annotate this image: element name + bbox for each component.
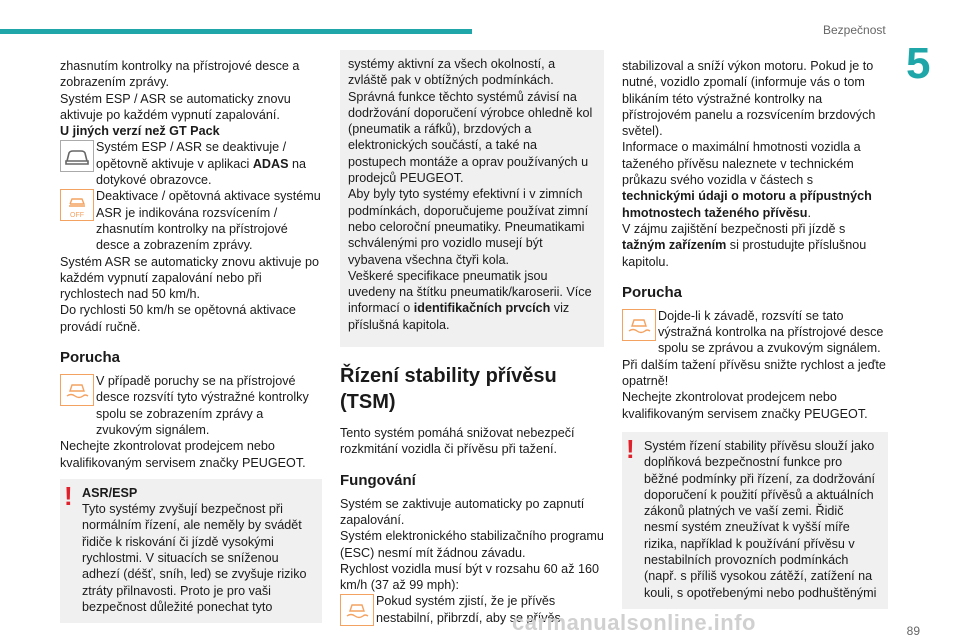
subheading: U jiných verzí než GT Pack	[60, 124, 220, 139]
car-icon	[60, 140, 94, 172]
paragraph: Systém ASR se automaticky znovu aktivuje po každém vypnutí zapalování nebo při rychlostech nad 50 km/h.	[60, 254, 319, 302]
warning-box-continued: systémy aktivní za všech okolností, a zvláště pak v obtížných podmínkách. Správná funkce těchto systémů závisí na dodržování doporučení výrobce ohledně kol (pneumatik a ráfků), brzdových a elektronických součástí, a také na postupech montáže a oprav používaných u prodejců PEUGEOT. Aby byly tyto systémy efektivní i v zimních podmínkách, doporučujeme používat zimní nebo celoroční pneumatiky. Pneumatikami schválenými pro vozidlo musejí být vybavena všechna čtyři kola. Veškeré specifikace pneumatik jsou uvedeny na štítku pneumatik/karoserii. Více informací o identifikačních prvcích viz příslušná kapitola.	[340, 50, 604, 347]
column-3: stabilizoval a sníží výkon motoru. Pokud je to nutné, vozidlo zpomalí (informuje vás o tom blikáním této výstražné kontrolky na přístrojovém panelu a rozsvícením brzdových světel). Informace o maximální hmotnosti vozidla a taženého přívěsu naleznete v technickém průkazu svého vozidla v částech s technickými údaji o motoru a přípustných hmotnostech taženého přívěsu. V zájmu zajištění bezpečnosti při jízdě s tažným zařízením si prostudujte příslušnou kapitolu. Porucha Dojde-li k závadě, rozsvítí se tato výstražná kontrolka na přístrojové desce spolu se zprávou a zvukovým signálem. Při dalším tažení přívěsu snižte rychlost a jeďte opatrně! Nechejte zkontrolovat prodejcem nebo kvalifikovaným servisem značky PEUGEOT. ! Systém řízení stability přívěsu slouží jako doplňková bezpečnostní funkce pro běžné podmínky při řízení, za dodržování doporučení k použití přívěsů a aktuálních zákonů platných ve vaší zemi. Řidič nesmí systém zneužívat k vyšší míře rizika, například k používání přívěsu v nestabilních provozních podmínkách (např. s příliš vysokou zátěží, zatížení na kouli, s opotřebenými nebo podhuštěnými	[622, 58, 888, 609]
section-title: Bezpečnost	[823, 23, 886, 37]
paragraph: zhasnutím kontrolky na přístrojové desce a zobrazením zprávy.	[60, 59, 300, 90]
icon-paragraph: Systém ESP / ASR se deaktivuje / opětovně aktivuje v aplikaci ADAS na dotykové obrazovce.	[60, 139, 322, 188]
chapter-heading: Řízení stability přívěsu (TSM)	[340, 365, 557, 414]
svg-text:OFF: OFF	[70, 212, 84, 220]
header-bar	[0, 29, 472, 34]
warning-box: ! Systém řízení stability přívěsu slouží jako doplňková bezpečnostní funkce pro běžné podmínky při řízení, za dodržování doporučení k použití přívěsů a aktuálních zákonů platných ve vaší zemi. Řidič nesmí systém zneužívat k vyšší míře rizika, například k používání přívěsu v nestabilních provozních podmínkách (např. s příliš vysokou zátěží, zatížení na kouli, s opotřebenými nebo podhuštěnými	[622, 432, 888, 609]
paragraph: Nechejte zkontrolovat prodejcem nebo kvalifikovaným servisem značky PEUGEOT.	[622, 390, 868, 421]
traction-off-icon	[60, 189, 94, 221]
icon-paragraph: OFF Deaktivace / opětovná aktivace systému ASR je indikována rozsvícením / zhasnutím kontrolky na přístrojové desce a zobrazením zprávy.	[60, 188, 322, 253]
icon-paragraph: Dojde-li k závadě, rozsvítí se tato výstražná kontrolka na přístrojové desce spolu se zprávou a zvukovým signálem.	[622, 308, 888, 357]
paragraph: Při dalším tažení přívěsu snižte rychlost a jeďte opatrně!	[622, 357, 886, 389]
icon-paragraph: Pokud systém zjistí, že je přívěs nestabilní, přibrzdí, aby se přívěs	[340, 593, 604, 626]
exclamation-icon: !	[626, 433, 635, 464]
paragraph: Nechejte zkontrolovat prodejcem nebo kvalifikovaným servisem značky PEUGEOT.	[60, 439, 306, 470]
watermark: carmanualsonline.info	[512, 610, 756, 635]
paragraph: stabilizoval a sníží výkon motoru. Pokud je to nutné, vozidlo zpomalí (informuje vás o tom blikáním této výstražné kontrolky na přístrojovém panelu a rozsvícením brzdových světel).	[622, 59, 876, 139]
traction-warning-icon	[60, 374, 94, 406]
exclamation-icon: !	[64, 480, 73, 511]
chapter-number: 5	[906, 39, 931, 88]
paragraph: Systém ESP / ASR se automaticky znovu aktivuje po každém vypnutí zapalování.	[60, 91, 291, 122]
trailer-fault-icon	[622, 309, 656, 341]
warning-box: ! ASR/ESP Tyto systémy zvyšují bezpečnost při normálním řízení, ale neměly by svádět řidiče k riskování či jízdě vysokými rychlostmi. V situacích se sníženou adhezí (déšť, sníh, led) se zvyšuje riziko ztráty přilnavosti. Proto je pro vaši bezpečnost důležité ponechat tyto	[60, 479, 322, 623]
column-2	[340, 58, 604, 626]
page-number: 89	[906, 624, 920, 638]
paragraph: Do rychlosti 50 km/h se opětovná aktivace provádí ručně.	[60, 303, 296, 334]
trailer-warning-icon	[340, 594, 374, 626]
paragraph: Rychlost vozidla musí být v rozsahu 60 až 160 km/h (37 až 99 mph):	[340, 561, 599, 593]
section-heading: Porucha	[622, 283, 683, 301]
paragraph: Systém se zaktivuje automaticky po zapnutí zapalování.	[340, 496, 585, 527]
paragraph: Systém elektronického stabilizačního programu (ESC) nesmí mít žádnou závadu.	[340, 529, 604, 560]
section-heading: Fungování	[340, 471, 416, 489]
section-heading: Porucha	[60, 349, 121, 367]
column-1	[60, 58, 322, 623]
paragraph: Tento systém pomáhá snižovat nebezpečí rozkmitání vozidla či přívěsu při tažení.	[340, 426, 575, 457]
icon-paragraph: V případě poruchy se na přístrojové desce rozsvítí tyto výstražné kontrolky spolu se zobrazením zprávy a zvukovým signálem.	[60, 373, 322, 438]
